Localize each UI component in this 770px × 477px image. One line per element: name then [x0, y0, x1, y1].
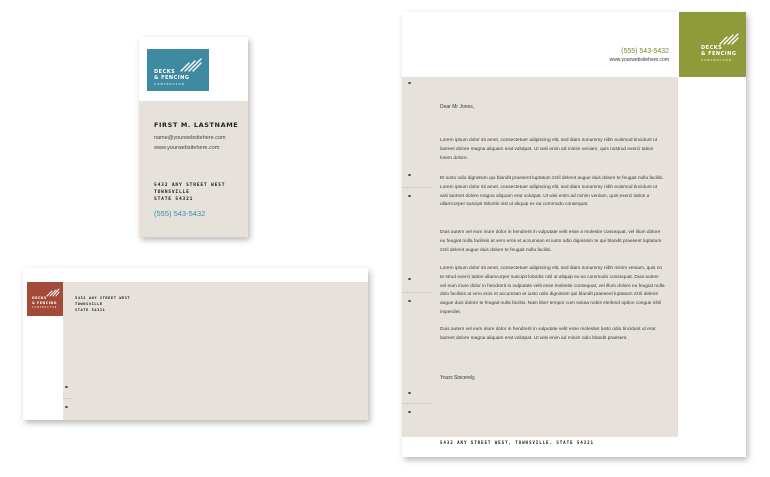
letter-paragraph: Duis autem vel eum iriure dolor in hendrerit in vulputate velit esse a molestie consequat, vel illum dolore eu feugiat nulla facilisis at vero eros et accumsan et iusto odio dignissim te qui blandit praesent luptatum zzril delenit augue duis dolore te feugait nulla facilisi.: [440, 230, 662, 253]
envelope-beige-panel: [63, 282, 368, 420]
fold-mark: [408, 174, 411, 176]
card-address-line3: STATE 54321: [154, 197, 194, 202]
letter-paragraph: Lorem ipsum dolor sit amet, consectetuer adipiscing elit, sed diam nonummy nibh euismod tincidunt ut laoreet dolore magna aliquam erat volutpat. Ut wisi enim ad minim veniam, quis nostrud exerci tation lorem dolore.: [440, 138, 658, 161]
letterhead-phone: (555) 543-5432: [621, 48, 669, 55]
logo-word-fencing: & FENCING: [32, 301, 57, 305]
card-website: www.yourwebsitehere.com: [154, 145, 220, 151]
logo-word-fencing: & FENCING: [701, 51, 737, 57]
card-logo: [147, 49, 209, 91]
fence-lines-icon: [179, 55, 203, 73]
fold-mark: [408, 82, 411, 84]
letterhead-website: www.yourwebsitehere.com: [609, 57, 669, 63]
logo-word-contractor: CONTRACTOR: [154, 82, 185, 86]
logo-word-decks: DECKS: [701, 45, 723, 51]
envelope-address-line3: STATE 54321: [75, 308, 106, 312]
fold-mark: [65, 406, 68, 408]
fold-mark: [65, 386, 68, 388]
fold-mark: [408, 195, 411, 197]
envelope-logo: [27, 282, 63, 316]
logo-word-fencing: & FENCING: [154, 75, 190, 81]
fold-mark: [408, 411, 411, 413]
card-address-line2: TOWNSVILLE: [154, 190, 190, 195]
fold-rule: [402, 403, 432, 404]
fold-rule: [402, 187, 432, 188]
letter-paragraph: Lorem ipsum dolor sit amet, consectetuer adipiscing elit, sed diam nonummy nibh minim veniam, quis no te strud exerci tation ullamcorper suscipit lobortis nisl ut aliquip ex ea commodo consequat. Duis autem vel eum iriure dolor in hendrerit in vulputate velit esse molestie consequat, vel illum dolore eu feugiat nulla dolo facilisis at vero eros et accumsan et iusto odio dignissim qui blandit praesent luptatum zzril delenit augue duis dolore te feugait nulla facilisi. Nam liber tempor cum soluta nobis eleifend option congue nihil imperdiet.: [440, 266, 665, 315]
letter-paragraph: Et iusto odio dignissim qui blandit praesent luptatum zzril delenit augue duis dolore te feugait nulla facilisi. Lorem ipsum dolor sit amet, consectetuer adipiscing elit, sed diam nonummy nibh euismod tincidunt ut wisi laoreet dolore magna aliquam erat volutpat. Ut wisi enim ad minim veniam, quis exerci tation a ullamcorper suscipit lobortis nisl ut aliquip ex ea commodo consequat.: [440, 176, 664, 208]
fold-rule: [63, 398, 73, 399]
envelope-address-line2: TOWNSVILLE: [75, 302, 103, 306]
logo-word-contractor: CONTRACTOR: [32, 306, 58, 309]
letterhead: [402, 12, 746, 457]
letter-closing: Yours Sincerely,: [440, 375, 476, 381]
envelope: [23, 268, 368, 420]
fold-mark: [408, 392, 411, 394]
logo-word-contractor: CONTRACTOR: [701, 58, 732, 62]
card-email: name@yourwebsitehere.com: [154, 135, 226, 141]
fence-lines-icon: [719, 30, 739, 45]
card-phone: (555) 543-5432: [154, 209, 206, 218]
letter-salutation: Dear Mr Jones,: [440, 104, 475, 110]
letterhead-logo: [679, 12, 746, 77]
logo-word-decks: DECKS: [154, 69, 176, 75]
card-name: FIRST M. LASTNAME: [154, 121, 239, 129]
letterhead-beige-panel: [402, 77, 678, 437]
letter-paragraph: Duis autem vel eum iriure dolor in hendrerit in vulputate velit esse molestiet lusto odio tincidunt ut erat laoreet dolore magna aliquam erat volutpat. Ut wisi enim ad minim odio blandit praesent.: [440, 327, 656, 341]
fold-mark: [408, 300, 411, 302]
letterhead-footer-address: 5432 ANY STREET WEST, TOWNSVILLE, STATE 54321: [440, 440, 594, 445]
fence-lines-icon: [46, 286, 60, 297]
envelope-address-line1: 5432 ANY STREET WEST: [75, 296, 131, 300]
logo-word-decks: DECKS: [32, 296, 47, 300]
card-address-line1: 5432 ANY STREET WEST: [154, 183, 226, 188]
business-card: [139, 37, 248, 237]
fold-mark: [408, 278, 411, 280]
fold-rule: [402, 292, 432, 293]
